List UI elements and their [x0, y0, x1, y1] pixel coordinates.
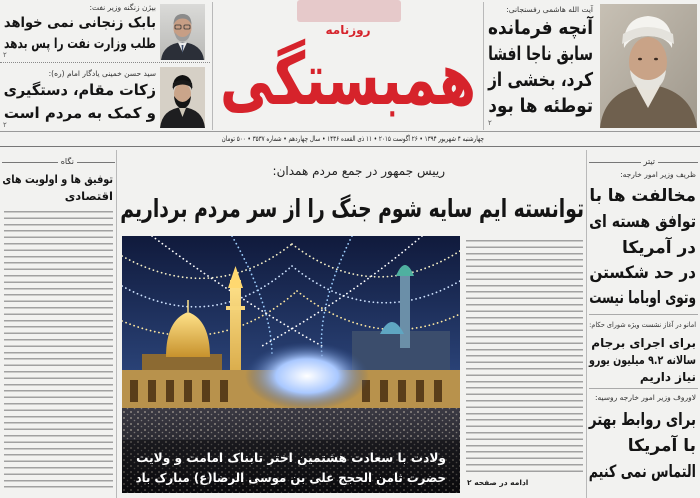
page-reference: ۲: [488, 119, 492, 127]
story-headline-line: با آمریکا: [627, 436, 696, 456]
story-headline-line: برای اجرای برجام: [591, 336, 696, 350]
story-headline-line: در حد شکستن: [589, 263, 696, 283]
lead-headline: توانسته ایم سایه شوم جنگ را از سر مردم برداریم: [120, 194, 585, 223]
portrait-photo: [600, 4, 697, 128]
right-column: [589, 148, 698, 498]
story-headline-line: مخالفت ها با: [589, 186, 696, 206]
masthead-title: همبستگی: [220, 37, 476, 121]
continued-on-page: ادامه در صفحه ۲: [467, 478, 529, 487]
story-kicker: لاوروف وزیر امور خارجه روسیه:: [594, 393, 696, 402]
story-headline-line: آنچه فرمانده: [488, 17, 593, 39]
page-reference: ۲: [3, 121, 7, 129]
left-column: [2, 148, 115, 496]
story-kicker: آیت الله هاشمی رفسنجانی:: [506, 5, 593, 14]
story-divider: [0, 62, 210, 63]
portrait-photo: [160, 4, 205, 60]
story-kicker: سید حسن خمینی یادگار امام (ره):: [48, 69, 156, 78]
column-divider: [116, 150, 117, 498]
story-kicker: ظریف وزیر امور خارجه:: [620, 170, 696, 179]
top-rule: [0, 131, 700, 132]
photo-caption-line: ولادت با سعادت هشتمین اختر تابناک امامت و ولایت: [136, 450, 446, 465]
dateline: چهارشنبه ۴ شهریور ۱۳۹۴ • ۲۶ آگوست ۲۰۱۵ • ۱۱ ذی القعده ۱۴۳۶ • سال چهاردهم • شماره ۳۵۳۷ • ۵۰۰ تومان: [221, 135, 484, 143]
section-rule: [0, 146, 700, 147]
story-headline-line: در آمریکا: [621, 238, 696, 258]
lead-body-text: [466, 240, 583, 474]
column-divider: [586, 150, 587, 498]
story-headline-line: بابک زنجانی نمی خواهد: [3, 15, 156, 31]
story-headline-line: توطئه ها بود: [488, 95, 593, 117]
story-headline-line: سالانه ۹.۲ میلیون یورو: [588, 353, 696, 367]
story-headline-line: برای روابط بهتر: [588, 410, 696, 430]
story-headline-line: طلب وزارت نفت را پس بدهد: [4, 36, 157, 52]
page-reference: ۲: [3, 51, 7, 59]
story-headline-line: کرد، بخشی از: [488, 69, 593, 91]
top-right-story: [485, 0, 700, 130]
story-headline-line: وتوی اوباما نیست: [589, 288, 696, 308]
story-divider: [589, 388, 698, 389]
story-headline-line: و کمک به مردم است: [3, 104, 156, 122]
watermark: [297, 0, 401, 22]
column-body-text: [4, 211, 113, 491]
story-headline-line: نیاز داریم: [639, 370, 696, 384]
story-headline-line: زکات مقام، دستگیری: [3, 81, 157, 99]
top-left-story-1: [0, 0, 210, 62]
column-divider: [483, 2, 484, 130]
masthead: [214, 0, 482, 130]
portrait-image: [160, 67, 205, 128]
column-headline-line: اقتصادی: [64, 189, 113, 203]
portrait-photo: [160, 67, 205, 128]
column-divider: [212, 2, 213, 130]
story-kicker: امانو در آغاز نشست ویژه شورای حکام:: [589, 321, 696, 329]
lead-kicker: رییس جمهور در جمع مردم همدان:: [272, 164, 445, 178]
column-tag: تیتر: [641, 156, 658, 167]
story-headline-line: توافق هسته ای: [589, 212, 696, 232]
story-headline-line: سابق ناجا افشا: [488, 43, 593, 65]
masthead-prefix: روزنامه: [325, 23, 371, 37]
shrine-photo: [122, 236, 460, 493]
photo-caption-line: حضرت ثامن الحجج علی بن موسی الرضا(ع) مبارک باد: [135, 470, 447, 485]
top-left-story-2: [0, 64, 210, 132]
story-divider: [589, 314, 698, 315]
portrait-image: [160, 4, 205, 60]
story-headline-line: التماس نمی کنیم: [588, 462, 696, 482]
column-headline-line: توفیق ها و اولویت های: [2, 172, 114, 186]
column-tag: نگاه: [58, 156, 77, 167]
story-kicker: بیژن زنگنه وزیر نفت:: [89, 3, 156, 12]
portrait-image: [600, 4, 697, 128]
